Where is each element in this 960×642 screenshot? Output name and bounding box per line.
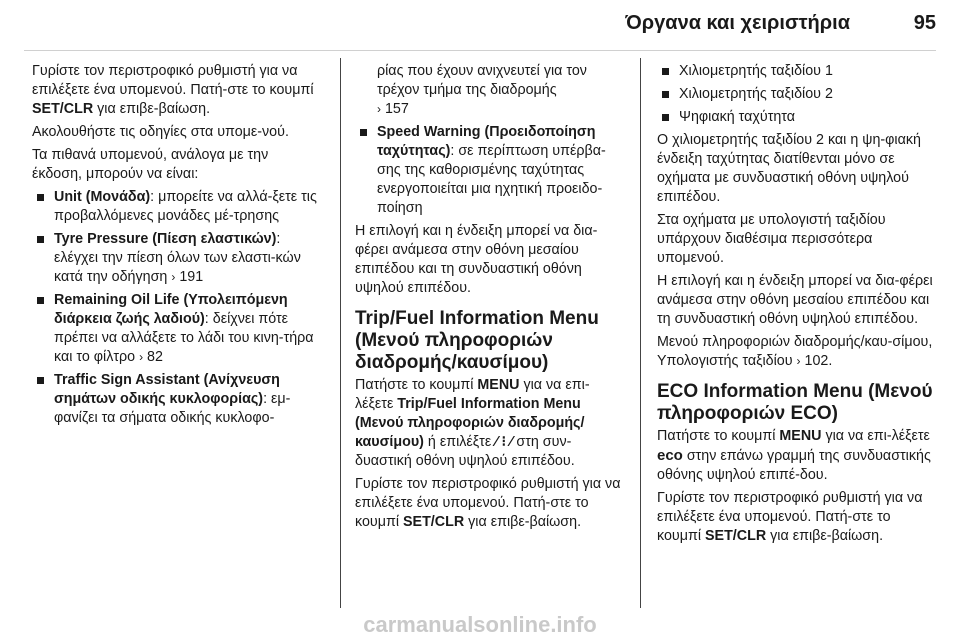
paragraph: Τα πιθανά υπομενού, ανάλογα με την έκδοση, μπορούν να είναι: xyxy=(32,147,269,182)
page-ref-icon: › xyxy=(796,354,801,368)
page-ref-icon: › xyxy=(377,102,381,116)
paragraph: Ο χιλιομετρητής ταξιδίου 2 και η ψη-φιακή ένδειξη ταχύτητας διατίθενται μόνο σε οχήματα με συνδυαστική οθόνη υψηλού επιπέδου. xyxy=(657,132,921,205)
paragraph: Πατήστε το κουμπί MENU για να επι-λέξετε eco στην επάνω γραμμή της συνδυαστικής οθόνης υψηλού επιπέ-δου. xyxy=(657,428,931,483)
list-item: Traffic Sign Assistant (Ανίχνευση σημάτων οδικής κυκλοφορίας): εμ-φανίζει τα σήματα οδικής κυκλοφο- xyxy=(32,371,322,428)
list-item: Ψηφιακή ταχύτητα xyxy=(657,108,937,127)
page-ref-icon: › xyxy=(139,350,144,364)
column-2 xyxy=(355,62,627,536)
paragraph: Η επιλογή και η ένδειξη μπορεί να δια-φέρει ανάμεσα στην οθόνη μεσαίου επιπέδου και τη συνδυαστική οθόνη υψηλού επιπέδου. xyxy=(355,223,598,296)
list-item: Χιλιομετρητής ταξιδίου 1 xyxy=(657,62,937,81)
paragraph: Γυρίστε τον περιστροφικό ρυθμιστή για να επιλέξετε ένα υπομενού. Πατή-στε το κουμπί SET/CLR για επιβε-βαίωση. xyxy=(32,63,314,117)
paragraph: Μενού πληροφοριών διαδρομής/καυ-σίμου, Υπολογιστής ταξιδίου › 102. xyxy=(657,334,933,369)
column-1 xyxy=(32,62,322,432)
list-item-continued: ρίας που έχουν ανιχνευτεί για τον τρέχον τμήμα της διαδρομής › 157 xyxy=(377,63,587,117)
list-item: Remaining Oil Life (Υπολειπόμενη διάρκεια ζωής λαδιού): δείχνει πότε πρέπει να αλλάξετε το λάδι του κινη-τήρα και το φίλτρο › 82 xyxy=(32,291,322,367)
header-divider xyxy=(24,50,936,51)
paragraph: Η επιλογή και η ένδειξη μπορεί να δια-φέρει ανάμεσα στην οθόνη μεσαίου επιπέδου και τη συνδυαστική οθόνη υψηλού επιπέδου. xyxy=(657,273,933,327)
list-item: Tyre Pressure (Πίεση ελαστικών): ελέγχει την πίεση όλων των ελαστι-κών κατά την οδήγηση › 191 xyxy=(32,230,322,287)
paragraph: Στα οχήματα με υπολογιστή ταξιδίου υπάρχουν διαθέσιμα περισσότερα υπομενού. xyxy=(657,212,886,266)
page-number: 95 xyxy=(913,12,936,34)
page-title: Όργανα και χειριστήρια xyxy=(625,12,850,34)
watermark: carmanualsonline.info xyxy=(363,612,597,637)
column-divider xyxy=(340,58,341,608)
section-heading: Trip/Fuel Information Menu (Μενού πληροφοριών διαδρομής/καυσίμου) xyxy=(355,308,599,373)
list-item: Unit (Μονάδα): μπορείτε να αλλά-ξετε τις προβαλλόμενες μονάδες μέ-τρησης xyxy=(32,188,322,226)
list-item: Χιλιομετρητής ταξιδίου 2 xyxy=(657,85,937,104)
paragraph: Γυρίστε τον περιστροφικό ρυθμιστή για να επιλέξετε ένα υπομενού. Πατή-στε το κουμπί SET/CLR για επιβε-βαίωση. xyxy=(355,476,621,530)
paragraph: Γυρίστε τον περιστροφικό ρυθμιστή για να επιλέξετε ένα υπομενού. Πατή-στε το κουμπί SET/CLR για επιβε-βαίωση. xyxy=(657,490,923,544)
paragraph: Πατήστε το κουμπί MENU για να επι-λέξετε Trip/Fuel Information Menu (Μενού πληροφοριών διαδρομής/καυσίμου) ή επιλέξτε ⁄ ⁝ ⁄ στη συν-δυαστική οθόνη υψηλού επιπέδου. xyxy=(355,377,590,469)
eco-icon: eco xyxy=(657,447,683,464)
page-ref-icon: › xyxy=(171,270,176,284)
paragraph: Ακολουθήστε τις οδηγίες στα υπομε-νού. xyxy=(32,124,289,140)
section-heading: ECO Information Menu (Μενού πληροφοριών ECO) xyxy=(657,381,933,424)
page-header xyxy=(0,0,960,50)
trip-menu-icon: ⁄ ⁝ ⁄ xyxy=(495,434,513,450)
list-item: Speed Warning (Προειδοποίηση ταχύτητας): σε περίπτωση υπέρβα-σης της καθορισμένης ταχύτητας ενεργοποιείται μια ηχητική προειδο-ποίηση xyxy=(355,123,627,218)
column-3 xyxy=(657,62,937,550)
column-divider xyxy=(640,58,641,608)
